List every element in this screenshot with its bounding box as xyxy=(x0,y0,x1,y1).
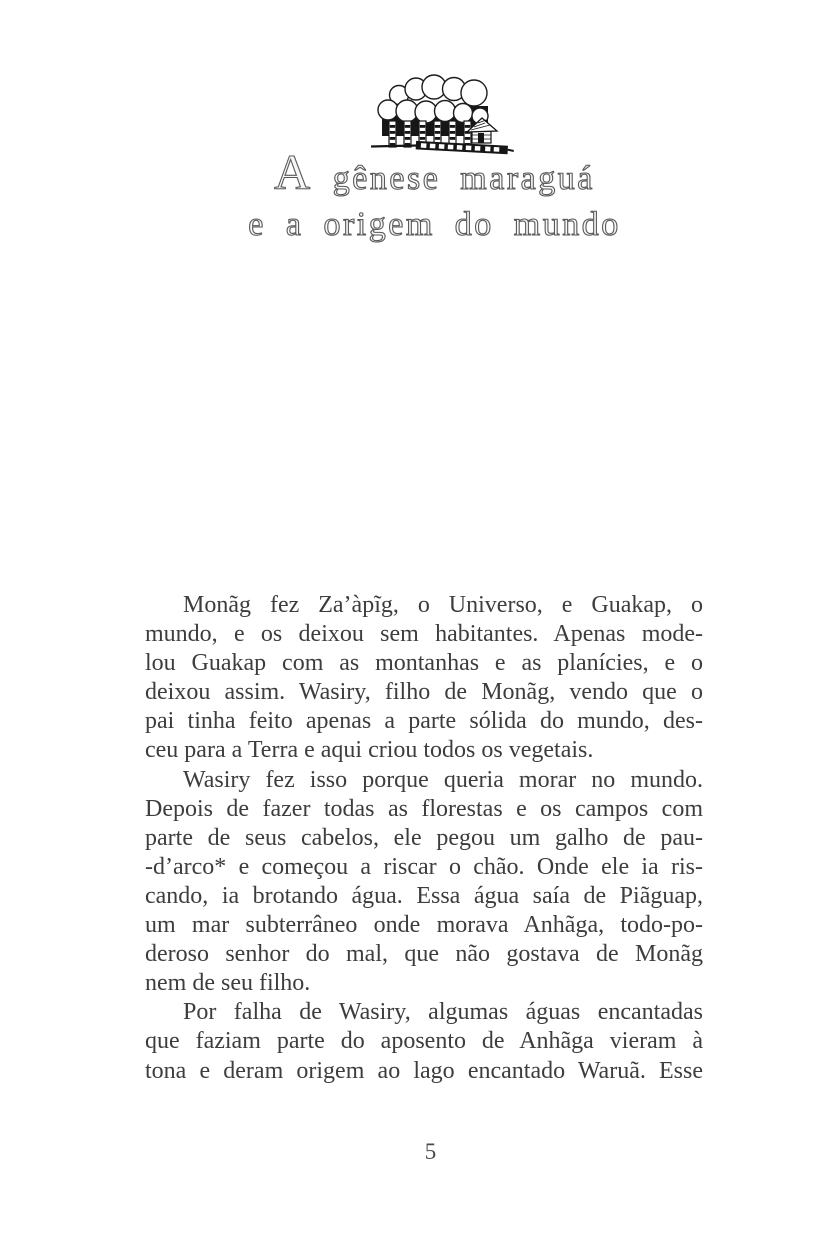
text-line: -d’arco* e começou a riscar o chão. Onde ele ia ris- xyxy=(145,853,703,880)
text-line: parte de seus cabelos, ele pegou um galho de pau- xyxy=(145,824,703,851)
text-line: que faziam parte do aposento de Anhãga vieram à xyxy=(145,1028,703,1055)
chapter-title xyxy=(21,144,827,248)
body-text xyxy=(145,591,703,1086)
text-line: lou Guakap com as montanhas e as planícies, e o xyxy=(145,650,703,677)
text-line: Wasiry fez isso porque queria morar no mundo. xyxy=(183,766,703,793)
chapter-title-line1: A gênese maraguá xyxy=(274,144,595,200)
chapter-title-line2: e a origem do mundo xyxy=(248,206,621,243)
page-number: 5 xyxy=(424,1139,437,1164)
text-line: um mar subterrâneo onde morava Anhãga, todo-po- xyxy=(145,912,703,939)
text-line: tona e deram origem ao lago encantado Waruã. Esse xyxy=(145,1057,703,1084)
text-line: pai tinha feito apenas a parte sólida do mundo, des- xyxy=(145,708,703,735)
text-line: deixou assim. Wasiry, filho de Monãg, vendo que o xyxy=(145,679,703,706)
text-line: Depois de fazer todas as florestas e os campos com xyxy=(145,795,703,822)
text-line: nem de seu filho. xyxy=(145,970,311,997)
text-line: ceu para a Terra e aqui criou todos os vegetais. xyxy=(145,737,594,764)
forest-woodcut-icon xyxy=(366,74,514,158)
text-line: Monãg fez Za’àpĩg, o Universo, e Guakap, o xyxy=(183,592,703,618)
text-line: Por falha de Wasiry, algumas águas encantadas xyxy=(183,999,703,1026)
text-line: deroso senhor do mal, que não gostava de Monãg xyxy=(145,941,703,968)
forest-illustration xyxy=(366,74,514,158)
text-line: cando, ia brotando água. Essa água saía de Piãguap, xyxy=(145,882,703,909)
text-line: mundo, e os deixou sem habitantes. Apenas mode- xyxy=(145,621,703,648)
